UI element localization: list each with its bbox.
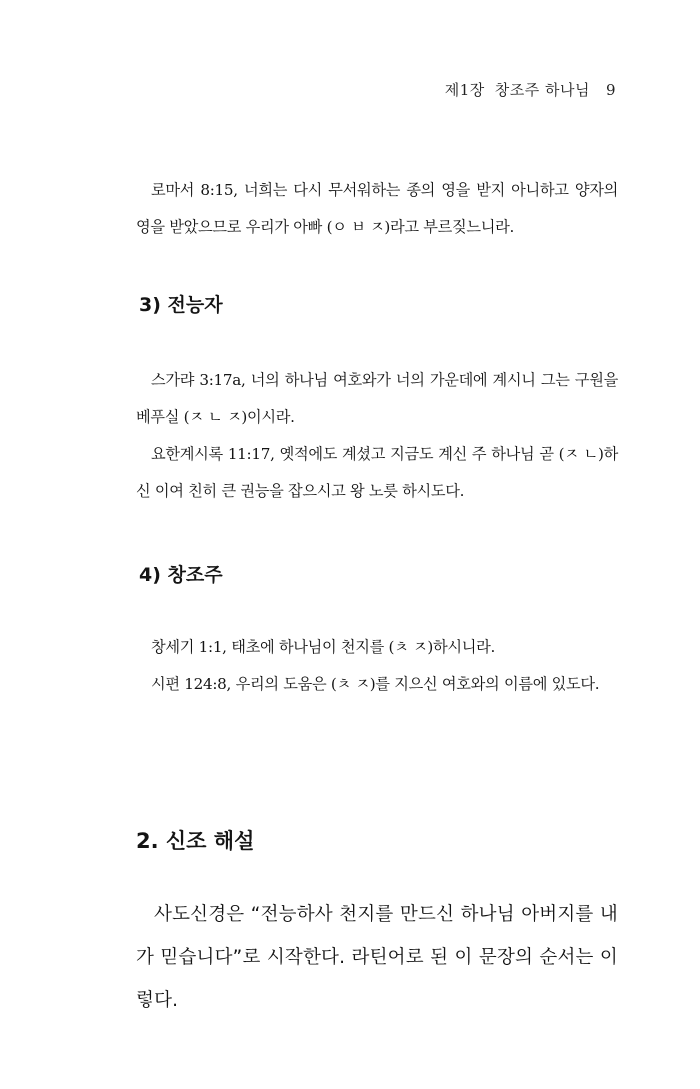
verse-psalms: 시편 124:8, 우리의 도움은 (ㅊ ㅈ)를 지으신 여호와의 이름에 있도다.	[151, 675, 600, 693]
verse-zephaniah: 스가랴 3:17a, 너의 하나님 여호와가 너의 가운데에 계시니 그는 구원을 베푸실 (ㅈ ㄴ ㅈ)이시라.	[136, 371, 618, 426]
heading-almighty: 3) 전능자	[139, 294, 223, 316]
verse-romans: 로마서 8:15, 너희는 다시 무서워하는 종의 영을 받지 아니하고 양자의 영을 받았으므로 우리가 아빠 (ㅇ ㅂ ㅈ)라고 부르짖느니라.	[136, 181, 618, 236]
running-header	[445, 79, 616, 100]
creed-paragraph: 사도신경은 “전능하사 천지를 만드신 하나님 아버지를 내가 믿습니다”로 시작한다. 라틴어로 된 이 문장의 순서는 이렇다.	[136, 904, 618, 1011]
chapter-title: 창조주 하나님	[494, 81, 590, 99]
page-number: 9	[605, 81, 616, 99]
verse-genesis: 창세기 1:1, 태초에 하나님이 천지를 (ㅊ ㅈ)하시니라.	[151, 638, 496, 656]
section-title-creed: 2. 신조 해설	[136, 829, 255, 853]
chapter-number: 제1장	[444, 81, 485, 99]
heading-creator: 4) 창조주	[139, 564, 223, 586]
verse-revelation: 요한계시록 11:17, 옛적에도 계셨고 지금도 계신 주 하나님 곧 (ㅈ ㄴ)하신 이여 친히 큰 권능을 잡으시고 왕 노릇 하시도다.	[136, 445, 618, 500]
